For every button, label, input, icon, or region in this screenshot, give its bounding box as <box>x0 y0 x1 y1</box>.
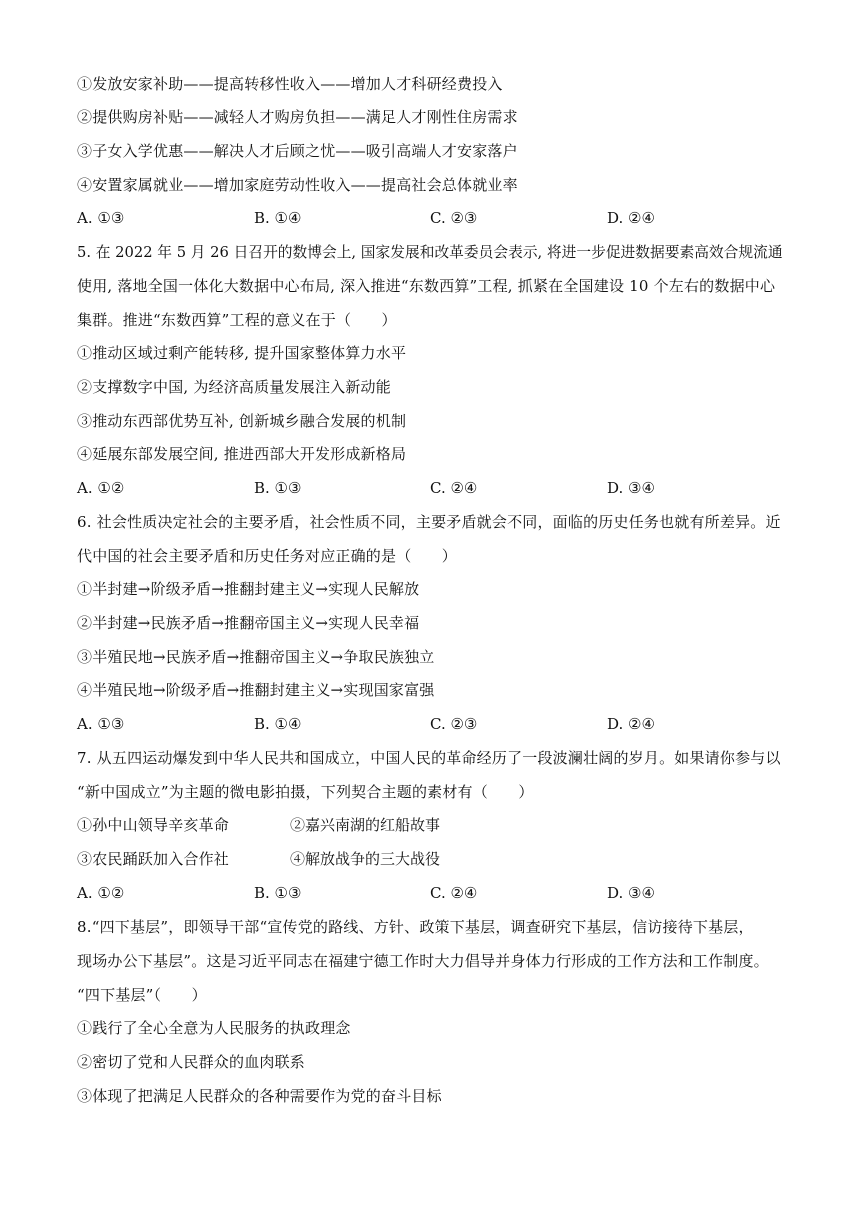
q6-item-3: ③半殖民地→民族矛盾→推翻帝国主义→争取民族独立 <box>77 648 435 666</box>
q6-option-a[interactable]: A. ①③ <box>77 715 125 733</box>
q8-stem-line-2: 现场办公下基层”。这是习近平同志在福建宁德工作时大力倡导并身体力行形成的工作方法和工作制度。 <box>77 952 769 970</box>
q8-stem-line-1: 8.“四下基层”，即领导干部“宣传党的路线、方针、政策下基层，调查研究下基层，信访接待下基层， <box>77 918 754 936</box>
q7-item-3: ③农民踊跃加入合作社 <box>77 850 230 868</box>
q6-option-d[interactable]: D. ②④ <box>607 715 655 733</box>
q5-option-a[interactable]: A. ①② <box>77 479 125 497</box>
q5-item-2: ②支撑数字中国, 为经济高质量发展注入新动能 <box>77 378 391 396</box>
q4-item-1: ①发放安家补助——提高转移性收入——增加人才科研经费投入 <box>77 75 503 93</box>
q7-item-2: ②嘉兴南湖的红船故事 <box>290 816 441 834</box>
q8-item-2: ②密切了党和人民群众的血肉联系 <box>77 1053 306 1071</box>
q7-stem-line-2: “新中国成立”为主题的微电影拍摄，下列契合主题的素材有（ ） <box>77 783 534 801</box>
q5-stem-line-2: 使用, 落地全国一体化大数据中心布局, 深入推进“东数西算”工程, 抓紧在全国建设 10 个左右的数据中心 <box>77 277 776 295</box>
q6-stem-line-2: 代中国的社会主要矛盾和历史任务对应正确的是（ ） <box>77 547 458 565</box>
q5-option-c[interactable]: C. ②④ <box>430 479 478 497</box>
q7-option-b[interactable]: B. ①③ <box>254 884 302 902</box>
q5-stem-line-3: 集群。推进“东数西算”工程的意义在于（ ） <box>77 311 397 329</box>
q4-item-4: ④安置家属就业——增加家庭劳动性收入——提高社会总体就业率 <box>77 176 518 194</box>
q6-option-c[interactable]: C. ②③ <box>430 715 478 733</box>
q7-option-c[interactable]: C. ②④ <box>430 884 478 902</box>
q6-item-4: ④半殖民地→阶级矛盾→推翻封建主义→实现国家富强 <box>77 681 435 699</box>
q5-item-4: ④延展东部发展空间, 推进西部大开发形成新格局 <box>77 445 407 463</box>
q5-item-3: ③推动东西部优势互补, 创新城乡融合发展的机制 <box>77 412 407 430</box>
q7-option-a[interactable]: A. ①② <box>77 884 125 902</box>
q4-item-2: ②提供购房补贴——减轻人才购房负担——满足人才刚性住房需求 <box>77 108 518 126</box>
q4-option-d[interactable]: D. ②④ <box>607 209 655 227</box>
q5-option-d[interactable]: D. ③④ <box>607 479 655 497</box>
q4-item-3: ③子女入学优惠——解决人才后顾之忧——吸引高端人才安家落户 <box>77 142 518 160</box>
q6-stem-line-1: 6. 社会性质决定社会的主要矛盾，社会性质不同，主要矛盾就会不同，面临的历史任务也就有所差异。近 <box>77 513 781 531</box>
q6-item-2: ②半封建→民族矛盾→推翻帝国主义→实现人民幸福 <box>77 614 420 632</box>
q4-option-b[interactable]: B. ①④ <box>254 209 302 227</box>
q8-item-1: ①践行了全心全意为人民服务的执政理念 <box>77 1019 351 1037</box>
q6-option-b[interactable]: B. ①④ <box>254 715 302 733</box>
q7-option-d[interactable]: D. ③④ <box>607 884 655 902</box>
q5-stem-line-1: 5. 在 2022 年 5 月 26 日召开的数博会上, 国家发展和改革委员会表示, 将进一步促进数据要素高效合规流通 <box>77 243 783 261</box>
q4-option-a[interactable]: A. ①③ <box>77 209 125 227</box>
q5-item-1: ①推动区域过剩产能转移, 提升国家整体算力水平 <box>77 344 407 362</box>
q8-stem-line-3: “四下基层”（ ） <box>77 986 207 1004</box>
q6-item-1: ①半封建→阶级矛盾→推翻封建主义→实现人民解放 <box>77 580 420 598</box>
q5-option-b[interactable]: B. ①③ <box>254 479 302 497</box>
q7-stem-line-1: 7. 从五四运动爆发到中华人民共和国成立，中国人民的革命经历了一段波澜壮阔的岁月。如果请你参与以 <box>77 749 781 767</box>
q8-item-3: ③体现了把满足人民群众的各种需要作为党的奋斗目标 <box>77 1087 442 1105</box>
q4-option-c[interactable]: C. ②③ <box>430 209 478 227</box>
q7-item-1: ①孙中山领导辛亥革命 <box>77 816 230 834</box>
q7-item-4: ④解放战争的三大战役 <box>290 850 441 868</box>
